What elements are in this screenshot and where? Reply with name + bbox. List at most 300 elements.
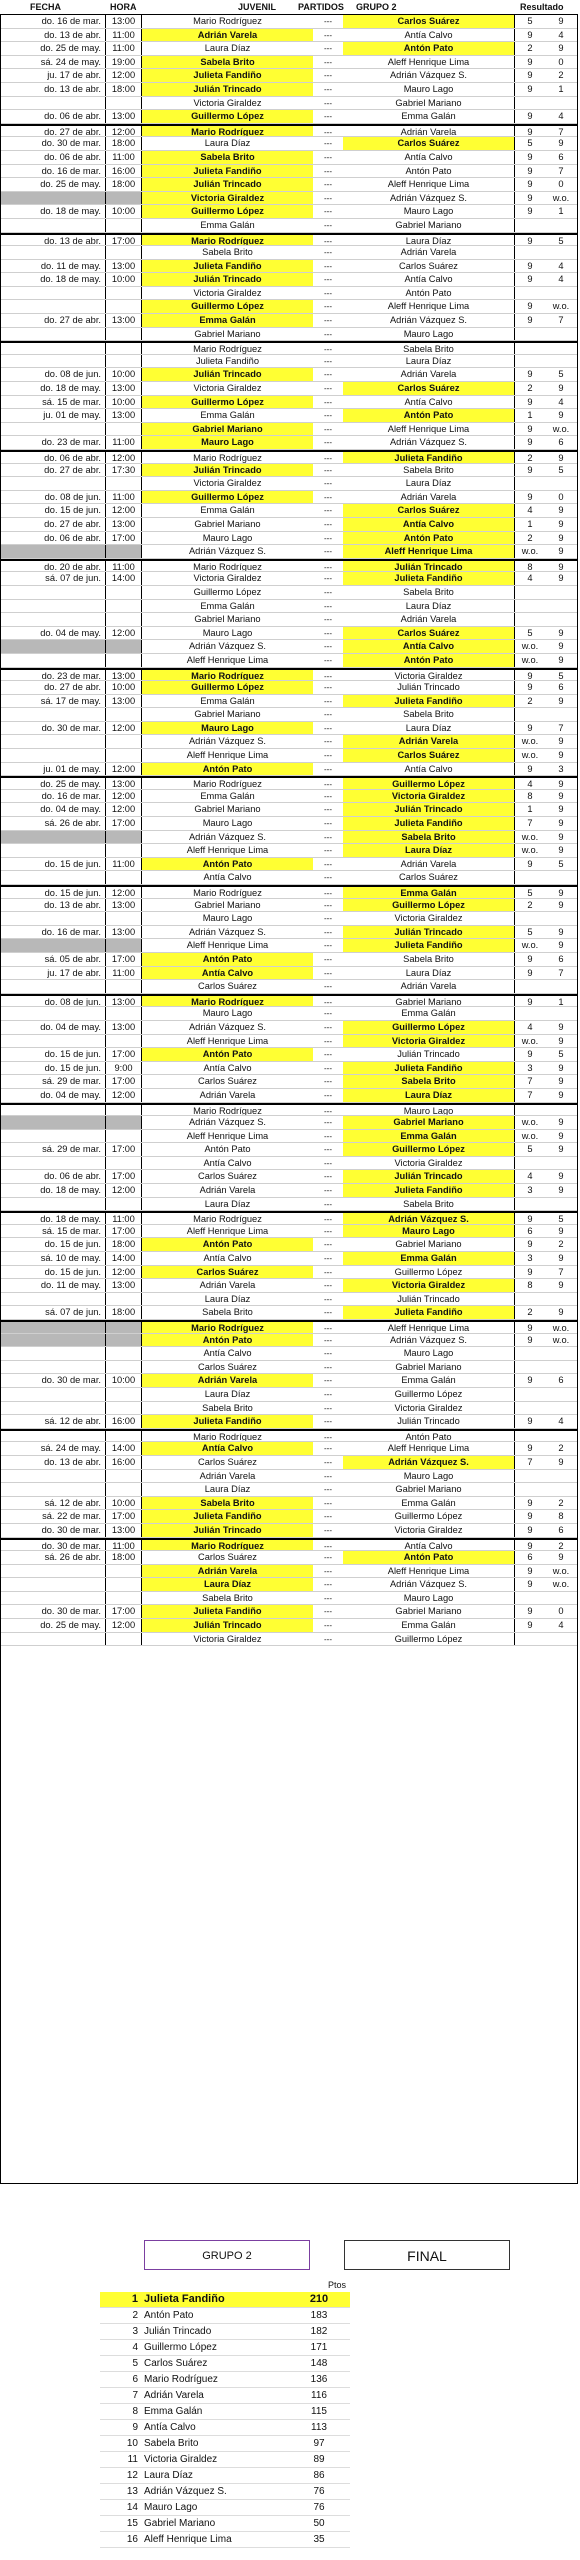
away-score: 9 <box>558 1144 564 1155</box>
match-date: do. 30 de mar. <box>41 138 101 149</box>
home-player: Mario Rodríguez <box>141 887 313 898</box>
table-row <box>1 681 577 695</box>
away-score: 9 <box>558 1089 564 1100</box>
home-player: Mario Rodríguez <box>141 670 313 681</box>
versus-separator: --- <box>324 1362 332 1372</box>
away-score: 9 <box>558 818 564 829</box>
home-player: Adrián Vázquez S. <box>141 831 313 844</box>
away-score: w.o. <box>552 301 570 312</box>
away-player: Aleff Henrique Lima <box>343 1322 515 1333</box>
match-time <box>105 300 141 313</box>
versus-separator: --- <box>324 275 332 285</box>
table-row <box>1 1592 577 1606</box>
away-score: 7 <box>558 1266 564 1277</box>
home-player: Antón Pato <box>141 858 313 871</box>
match-date <box>1 912 105 925</box>
away-score: 9 <box>558 1280 564 1291</box>
versus-separator: --- <box>324 1145 332 1155</box>
versus-separator: --- <box>324 454 332 463</box>
standings-position: 4 <box>132 2342 138 2353</box>
home-score: 9 <box>527 491 533 502</box>
home-player: Antía Calvo <box>141 1442 313 1455</box>
home-score: 2 <box>527 43 533 54</box>
match-time: 10:00 <box>105 1497 141 1510</box>
away-player: Laura Díaz <box>343 844 515 857</box>
away-player: Sabela Brito <box>343 1075 515 1088</box>
table-row <box>1 477 577 491</box>
match-time: 11:00 <box>105 858 141 871</box>
versus-separator: --- <box>324 302 332 312</box>
versus-separator: --- <box>324 1036 332 1046</box>
away-score <box>545 912 577 925</box>
home-player: Mauro Lago <box>141 912 313 925</box>
away-player: Adrián Varela <box>343 246 515 259</box>
home-score <box>515 1592 545 1605</box>
match-date <box>1 1035 105 1048</box>
standings-name: Victoria Giraldez <box>144 2454 218 2465</box>
away-score <box>545 97 577 110</box>
away-player: Gabriel Mariano <box>343 219 515 232</box>
match-date: do. 06 de abr. <box>44 111 101 122</box>
match-date <box>1 708 105 721</box>
match-time <box>105 1035 141 1048</box>
home-score <box>515 328 545 341</box>
home-player: Adrián Varela <box>141 1089 313 1102</box>
away-score: 2 <box>558 70 564 81</box>
standings-row <box>100 2340 350 2356</box>
away-score: 9 <box>558 43 564 54</box>
table-row <box>1 1470 577 1484</box>
away-score: 9 <box>558 831 564 842</box>
versus-separator: --- <box>324 1063 332 1073</box>
table-row <box>1 1538 577 1552</box>
home-score: 9 <box>527 126 533 137</box>
match-date: do. 16 de mar. <box>41 165 101 176</box>
away-player: Julieta Fandiño <box>343 572 515 585</box>
home-score: 2 <box>527 1307 533 1318</box>
home-player: Sabela Brito <box>141 246 313 259</box>
away-player: Sabela Brito <box>343 464 515 477</box>
home-player: Guillermo López <box>141 110 313 123</box>
home-score: 7 <box>527 1456 533 1467</box>
away-score: 2 <box>558 1443 564 1454</box>
match-time: 18:00 <box>105 1238 141 1251</box>
home-player: Guillermo López <box>141 491 313 504</box>
match-date: do. 30 de mar. <box>41 1606 101 1617</box>
away-player: Adrián Varela <box>343 368 515 381</box>
home-score <box>515 287 545 300</box>
match-time: 12:00 <box>105 1619 141 1632</box>
match-time: 13:00 <box>105 1021 141 1034</box>
versus-separator: --- <box>324 1525 332 1535</box>
standings-position: 6 <box>132 2374 138 2385</box>
away-score: 5 <box>558 235 564 246</box>
away-score: 9 <box>558 641 564 652</box>
home-player: Julieta Fandiño <box>141 260 313 273</box>
table-row <box>1 287 577 301</box>
home-score: 9 <box>527 29 533 40</box>
away-player: Antón Pato <box>343 42 515 55</box>
versus-separator: --- <box>324 316 332 326</box>
match-date <box>1 1007 105 1020</box>
versus-separator: --- <box>324 982 332 992</box>
versus-separator: --- <box>324 737 332 747</box>
home-player: Adrián Varela <box>141 1565 313 1578</box>
table-row <box>1 69 577 83</box>
away-score: 9 <box>558 1062 564 1073</box>
home-score <box>515 1293 545 1306</box>
away-player: Adrián Vázquez S. <box>343 192 515 205</box>
header-resultado: Resultado <box>520 2 564 12</box>
table-row <box>1 328 577 342</box>
away-score: 5 <box>558 858 564 869</box>
tabs <box>0 2240 580 2274</box>
table-row <box>1 790 577 804</box>
home-score: 9 <box>527 301 533 312</box>
home-player: Carlos Suárez <box>141 1551 313 1564</box>
home-player: Gabriel Mariano <box>141 803 313 816</box>
away-player: Emma Galán <box>343 1007 515 1020</box>
home-score: 8 <box>527 790 533 801</box>
versus-separator: --- <box>324 220 332 230</box>
versus-separator: --- <box>324 1607 332 1617</box>
table-row <box>1 1225 577 1239</box>
match-date: sá. 07 de jun. <box>45 573 101 584</box>
away-player: Aleff Henrique Lima <box>343 56 515 69</box>
match-time <box>105 1633 141 1646</box>
away-score <box>545 1198 577 1211</box>
home-score: 9 <box>527 423 533 434</box>
versus-separator: --- <box>324 1158 332 1168</box>
home-score <box>515 1470 545 1483</box>
versus-separator: --- <box>324 519 332 529</box>
table-row <box>1 668 577 682</box>
away-player: Gabriel Mariano <box>343 1361 515 1374</box>
away-score: w.o. <box>552 1579 570 1590</box>
versus-separator: --- <box>324 1267 332 1277</box>
table-row <box>1 640 577 654</box>
away-player: Carlos Suárez <box>343 382 515 395</box>
away-player: Julián Trincado <box>343 1415 515 1428</box>
match-time <box>105 1361 141 1374</box>
away-score: 9 <box>558 1456 564 1467</box>
match-time <box>105 1402 141 1415</box>
away-player: Aleff Henrique Lima <box>343 1565 515 1578</box>
match-time <box>105 1470 141 1483</box>
table-row <box>1 42 577 56</box>
standings-position: 11 <box>127 2454 138 2465</box>
table-row <box>1 735 577 749</box>
match-time: 13:00 <box>105 382 141 395</box>
match-date <box>1 640 105 653</box>
match-time: 17:30 <box>105 464 141 477</box>
match-time: 10:00 <box>105 681 141 694</box>
home-score <box>515 1633 545 1646</box>
home-score <box>515 219 545 232</box>
standings-position: 10 <box>126 2438 138 2449</box>
match-time: 17:00 <box>105 1143 141 1156</box>
match-time: 13:00 <box>105 518 141 531</box>
table-row <box>1 1198 577 1212</box>
match-date <box>1 939 105 952</box>
away-score: 9 <box>558 518 564 529</box>
standings-position: 13 <box>126 2486 138 2497</box>
home-score: 9 <box>527 1565 533 1576</box>
home-player: Antía Calvo <box>141 1157 313 1170</box>
versus-separator: --- <box>324 832 332 842</box>
match-date: sá. 05 de abr. <box>44 953 101 964</box>
match-date: do. 06 de abr. <box>44 453 101 463</box>
match-time: 19:00 <box>105 56 141 69</box>
home-player: Julián Trincado <box>141 178 313 191</box>
home-score <box>515 1483 545 1496</box>
match-time <box>105 1130 141 1143</box>
table-row <box>1 1483 577 1497</box>
table-row <box>1 600 577 614</box>
match-date <box>1 1130 105 1143</box>
versus-separator: --- <box>324 492 332 502</box>
match-date: sá. 07 de jun. <box>45 1307 101 1318</box>
versus-separator: --- <box>324 1226 332 1236</box>
versus-separator: --- <box>324 723 332 733</box>
away-player: Guillermo López <box>343 778 515 789</box>
home-score: 9 <box>527 111 533 122</box>
home-score: 9 <box>527 1606 533 1617</box>
home-player: Mauro Lago <box>141 532 313 545</box>
versus-separator: --- <box>324 1294 332 1304</box>
away-score: 9 <box>558 940 564 951</box>
match-date <box>1 844 105 857</box>
match-date: do. 06 de abr. <box>44 1171 101 1182</box>
versus-separator: --- <box>324 683 332 693</box>
standings-name: Carlos Suárez <box>144 2358 208 2369</box>
away-player: Carlos Suárez <box>343 749 515 762</box>
versus-separator: --- <box>324 941 332 951</box>
home-player: Mario Rodríguez <box>141 15 313 28</box>
home-score: 9 <box>527 858 533 869</box>
away-score: 9 <box>558 899 564 910</box>
match-time <box>105 600 141 613</box>
versus-separator: --- <box>324 954 332 964</box>
versus-separator: --- <box>324 628 332 638</box>
match-date <box>1 749 105 762</box>
table-row <box>1 844 577 858</box>
match-date <box>1 831 105 844</box>
match-time: 11:00 <box>105 561 141 572</box>
away-score: 9 <box>558 1171 564 1182</box>
versus-separator: --- <box>324 873 332 883</box>
versus-separator: --- <box>324 615 332 625</box>
match-time: 12:00 <box>105 126 141 137</box>
home-player: Aleff Henrique Lima <box>141 1130 313 1143</box>
versus-separator: --- <box>324 1199 332 1209</box>
home-score: 3 <box>527 1253 533 1264</box>
table-row <box>1 1238 577 1252</box>
away-player: Antía Calvo <box>343 763 515 776</box>
away-player: Adrián Varela <box>343 858 515 871</box>
versus-separator: --- <box>324 533 332 543</box>
match-time: 11:00 <box>105 967 141 980</box>
home-player: Julián Trincado <box>141 368 313 381</box>
away-player: Adrián Vázquez S. <box>343 1578 515 1591</box>
match-date: do. 06 de abr. <box>44 151 101 162</box>
match-time: 11:00 <box>105 491 141 504</box>
home-score: 9 <box>527 274 533 285</box>
tab-final[interactable]: FINAL <box>344 2240 510 2270</box>
match-date <box>1 97 105 110</box>
home-player: Julieta Fandiño <box>141 1605 313 1618</box>
match-time: 14:00 <box>105 1442 141 1455</box>
versus-separator: --- <box>324 180 332 190</box>
match-date <box>1 1322 105 1333</box>
tab-grupo-2[interactable]: GRUPO 2 <box>144 2240 310 2270</box>
home-player: Laura Díaz <box>141 1388 313 1401</box>
versus-separator: --- <box>324 57 332 67</box>
home-score: 4 <box>527 573 533 584</box>
match-date <box>1 343 105 354</box>
home-player: Mario Rodríguez <box>141 235 313 246</box>
away-player: Emma Galán <box>343 110 515 123</box>
match-date: sá. 22 de mar. <box>42 1511 101 1522</box>
match-date: ju. 17 de abr. <box>47 967 101 978</box>
home-score: 9 <box>527 83 533 94</box>
match-time: 12:00 <box>105 69 141 82</box>
away-player: Gabriel Mariano <box>343 97 515 110</box>
standings-points: 171 <box>310 2342 328 2353</box>
home-score: w.o. <box>521 1117 539 1128</box>
home-score: 4 <box>527 1021 533 1032</box>
match-date: do. 27 de abr. <box>44 126 101 137</box>
match-time: 13:00 <box>105 926 141 939</box>
match-date: do. 18 de may. <box>40 383 101 394</box>
home-player: Gabriel Mariano <box>141 328 313 341</box>
home-player: Mario Rodríguez <box>141 126 313 137</box>
match-time <box>105 1483 141 1496</box>
match-date <box>1 1431 105 1442</box>
home-player: Guillermo López <box>141 586 313 599</box>
away-player: Antón Pato <box>343 287 515 300</box>
match-time: 13:00 <box>105 1279 141 1292</box>
table-row <box>1 899 577 913</box>
home-player: Emma Galán <box>141 600 313 613</box>
away-score: 9 <box>558 546 564 557</box>
match-date <box>1 1402 105 1415</box>
match-time <box>105 1592 141 1605</box>
versus-separator: --- <box>324 997 332 1007</box>
home-score: 6 <box>527 1225 533 1236</box>
table-row <box>1 939 577 953</box>
table-row <box>1 1374 577 1388</box>
away-player: Carlos Suárez <box>343 260 515 273</box>
table-row <box>1 1306 577 1320</box>
home-score: 9 <box>527 206 533 217</box>
away-player: Aleff Henrique Lima <box>343 423 515 436</box>
away-score: 9 <box>558 1130 564 1141</box>
standings-row <box>100 2420 350 2436</box>
home-score: 3 <box>527 1062 533 1073</box>
versus-separator: --- <box>324 98 332 108</box>
home-score: 8 <box>527 1280 533 1291</box>
match-date: sá. 24 de may. <box>40 56 101 67</box>
away-player: Antía Calvo <box>343 273 515 286</box>
table-row <box>1 749 577 763</box>
away-score <box>545 355 577 368</box>
away-player: Laura Díaz <box>343 477 515 490</box>
standings-name: Julieta Fandiño <box>144 2293 225 2305</box>
standings-row <box>100 2500 350 2516</box>
match-date: sá. 12 de abr. <box>44 1416 101 1427</box>
match-date <box>1 1198 105 1211</box>
away-player: Adrián Vázquez S. <box>343 69 515 82</box>
standings-row <box>100 2388 350 2404</box>
match-date: do. 23 de mar. <box>41 670 101 681</box>
home-player: Aleff Henrique Lima <box>141 844 313 857</box>
home-score: 9 <box>527 1579 533 1590</box>
match-time <box>105 1334 141 1347</box>
away-player: Gabriel Mariano <box>343 1605 515 1618</box>
table-row <box>1 613 577 627</box>
home-score <box>515 1007 545 1020</box>
match-time: 16:00 <box>105 165 141 178</box>
away-player: Julieta Fandiño <box>343 695 515 708</box>
standings-name: Julián Trincado <box>144 2326 212 2337</box>
match-date: do. 18 de may. <box>40 1214 101 1224</box>
away-player: Sabela Brito <box>343 343 515 354</box>
match-time <box>105 545 141 558</box>
home-player: Guillermo López <box>141 300 313 313</box>
versus-separator: --- <box>324 112 332 122</box>
home-player: Antía Calvo <box>141 1252 313 1265</box>
match-date: do. 18 de may. <box>40 1185 101 1196</box>
match-time: 16:00 <box>105 1415 141 1428</box>
home-player: Antía Calvo <box>141 967 313 980</box>
away-score: 4 <box>558 1416 564 1427</box>
home-score: w.o. <box>521 1035 539 1046</box>
match-time: 12:00 <box>105 803 141 816</box>
home-score <box>515 708 545 721</box>
away-player: Julieta Fandiño <box>343 1184 515 1197</box>
away-player: Antía Calvo <box>343 396 515 409</box>
away-player: Antía Calvo <box>343 640 515 653</box>
match-date: do. 13 de abr. <box>44 235 101 246</box>
versus-separator: --- <box>324 601 332 611</box>
versus-separator: --- <box>324 44 332 54</box>
home-player: Julián Trincado <box>141 1619 313 1632</box>
home-score: 9 <box>527 1334 533 1345</box>
match-time: 16:00 <box>105 1456 141 1469</box>
standings-points: 35 <box>313 2534 325 2545</box>
away-score <box>545 871 577 884</box>
away-player: Adrián Varela <box>343 735 515 748</box>
match-time <box>105 1578 141 1591</box>
match-date: do. 25 de may. <box>40 779 101 789</box>
away-score: 6 <box>558 151 564 162</box>
away-score: w.o. <box>552 192 570 203</box>
away-player: Julieta Fandiño <box>343 1062 515 1075</box>
match-date <box>1 1483 105 1496</box>
table-row <box>1 1415 577 1429</box>
away-player: Guillermo López <box>343 1633 515 1646</box>
home-score: 9 <box>527 1443 533 1454</box>
match-date: do. 04 de may. <box>40 627 101 638</box>
versus-separator: --- <box>324 1593 332 1603</box>
away-score: 5 <box>558 670 564 681</box>
away-score: 4 <box>558 111 564 122</box>
table-row <box>1 83 577 97</box>
match-time: 17:00 <box>105 235 141 246</box>
match-time: 18:00 <box>105 1551 141 1564</box>
standings-row <box>100 2404 350 2420</box>
